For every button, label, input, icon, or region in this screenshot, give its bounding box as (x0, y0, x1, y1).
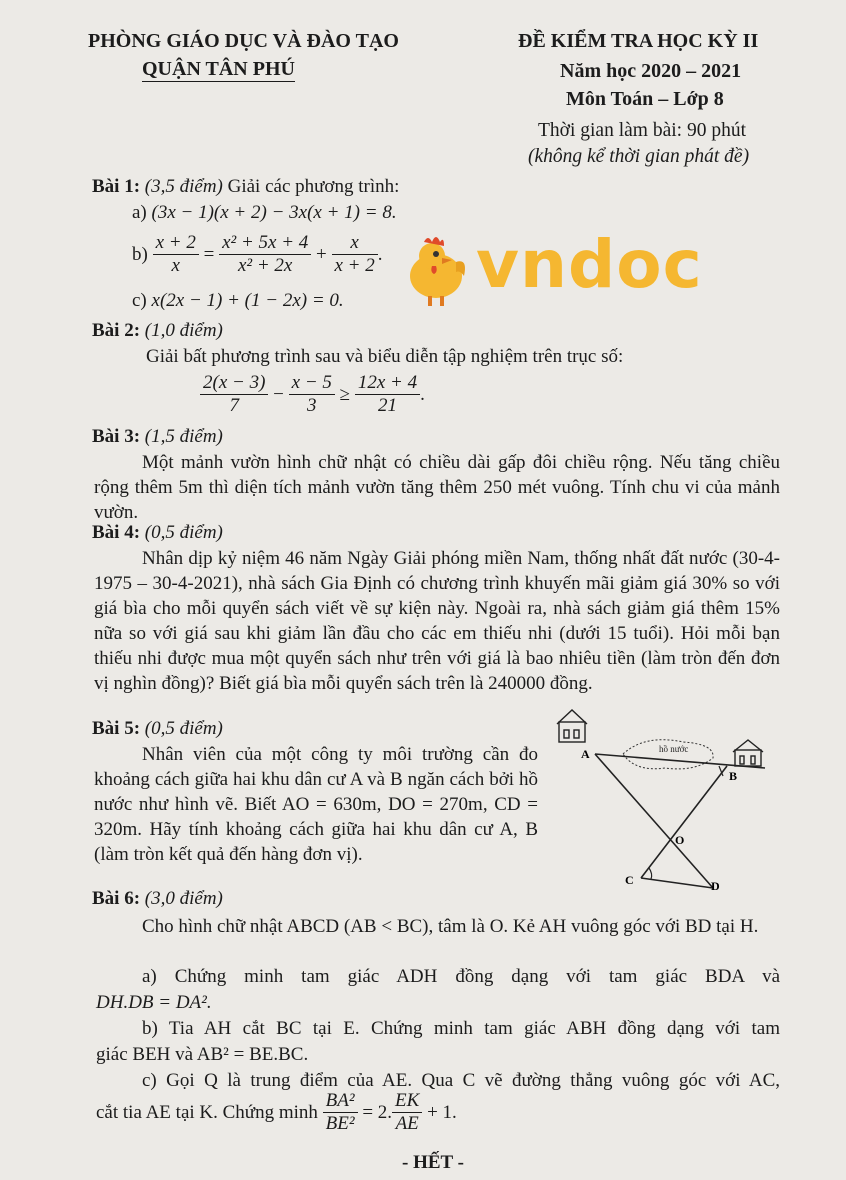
bai6-part-b: b) Tia AH cắt BC tại E. Chứng minh tam giác ABH đồng dạng với tam (142, 1018, 780, 1039)
bai3-heading (92, 424, 223, 449)
bai6-part-c-2: cắt tia AE tại K. Chứng minh $\frac{\text{BA²}}{\text{BE²}}$ = 2. $\frac{EK}{AE}$ + 1. (96, 1090, 457, 1134)
bai1-heading (92, 174, 399, 199)
bai1-b-frac1: $\frac{x + 2}{x}$ (153, 232, 199, 277)
bai3-text: Một mảnh vườn hình chữ nhật có chiều dài gấp đôi chiều rộng. Nếu tăng chiều rộng thêm 5m thì diện tích mảnh vườn tăng thêm 250 mét vuông. Tính chu vi của mảnh vườn. (94, 452, 780, 523)
end-marker: - HẾT - (402, 1152, 464, 1173)
bai1-c-label: c) (132, 290, 147, 311)
bai4-text: Nhân dịp kỷ niệm 46 năm Ngày Giải phóng miền Nam, thống nhất đất nước (30-4-1975 – 30-4-2021), nhà sách Gia Định có chương trình khuyến mãi giảm giá 30% so với giá bìa cho mỗi quyển sách viết về sự kiện này. Ngoài ra, nhà sách giảm giá thêm 15% nữa so với giá sau khi giảm lần đầu cho các em thiếu nhi (dưới 15 tuổi). Hỏi mỗi bạn thiếu nhi được mua một quyển sách như trên với giá là bao nhiêu tiền (làm tròn đến đơn vị nghìn đồng)? Biết giá bìa mỗi quyển sách trên là 240000 đồng. (94, 548, 780, 694)
point-c-label: C (625, 873, 634, 887)
bai3-points: (1,5 điểm) (144, 426, 223, 447)
bai6-points: (3,0 điểm) (144, 888, 223, 909)
bai1-a (132, 200, 397, 225)
line-cd (641, 878, 713, 888)
bai6-heading (92, 886, 223, 911)
bai2-inequality: $\frac{2(x - 3)}{7}$ − $\frac{x - 5}{3}$ ≥ $\frac{12x + 4}{21}$ . (200, 372, 425, 417)
bai1-a-label: a) (132, 202, 147, 223)
bai6-frac1: $\frac{\text{BA²}}{\text{BE²}}$ (323, 1090, 358, 1135)
line-ad (595, 754, 713, 888)
bai1-c (132, 288, 344, 313)
bai6-part-c: c) Gọi Q là trung điểm của AE. Qua C vẽ đường thẳng vuông góc với AC, (142, 1070, 780, 1091)
point-o-label: O (675, 833, 685, 847)
bai4-points: (0,5 điểm) (144, 522, 223, 543)
bai5-points: (0,5 điểm) (144, 718, 223, 739)
point-a-label: A (581, 747, 590, 761)
school-year: Năm học 2020 – 2021 (560, 60, 742, 82)
bai2-points: (1,0 điểm) (144, 320, 223, 341)
bai6-intro: Cho hình chữ nhật ABCD (AB < BC), tâm là O. Kẻ AH vuông góc với BD tại H. (142, 916, 759, 937)
bai1-b-frac3: $\frac{x}{x + 2}$ (332, 232, 378, 277)
bai5-figure (555, 706, 770, 896)
bai1-b: b) $\frac{x + 2}{x}$ = $\frac{\text{x² + 5x + 4}}{\text{x² + 2x}}$ + $\frac{x}{x + 2}$ . (132, 232, 383, 276)
bai6-frac2: $\frac{EK}{AE}$ (392, 1090, 422, 1135)
lake-label: hồ nước (659, 744, 689, 754)
point-d-label: D (711, 879, 720, 893)
bai2-title: Bài 2: (92, 320, 141, 341)
duration: Thời gian làm bài: 90 phút (538, 120, 746, 141)
bai1-a-equation: (3x − 1)(x + 2) − 3x(x + 1) = 8. (151, 202, 397, 223)
bai1-b-frac2: $\frac{\text{x² + 5x + 4}}{\text{x² + 2x}}$ (219, 232, 311, 277)
exam-title: ĐỀ KIỂM TRA HỌC KỲ II (518, 30, 759, 52)
bai1-title: Bài 1: (92, 176, 141, 197)
bai6-title: Bài 6: (92, 888, 141, 909)
bai2-frac2: $\frac{x - 5}{3}$ (289, 372, 335, 417)
bai5-text: Nhân viên của một công ty môi trường cần đo khoảng cách giữa hai khu dân cư A và B ngăn cách bởi hồ nước như hình vẽ. Biết AO = 630m, DO = 270m, CD = 320m. Hãy tính khoảng cách giữa hai khu dân cư A, B (làm tròn kết quả đến hàng đơn vị). (94, 744, 538, 865)
bai3-title: Bài 3: (92, 426, 141, 447)
bai2-heading (92, 318, 223, 343)
bai4-title: Bài 4: (92, 522, 141, 543)
bai2-frac3: $\frac{12x + 4}{21}$ (355, 372, 420, 417)
vndoc-logo (402, 232, 472, 313)
point-b-label: B (729, 769, 738, 783)
district-name: QUẬN TÂN PHÚ (142, 58, 295, 80)
bai6-part-a: a) Chứng minh tam giác ADH đồng dạng với tam giác BDA và (142, 966, 780, 987)
duration-note: (không kể thời gian phát đề) (528, 146, 750, 167)
bai1-prompt: Giải các phương trình: (227, 176, 400, 197)
vndoc-wordmark: vndoc (476, 226, 703, 303)
bai4-heading (92, 520, 223, 545)
bai6-part-b-2: giác BEH và AB² = BE.BC. (96, 1044, 309, 1065)
subject: Môn Toán – Lớp 8 (566, 88, 724, 110)
house-a-icon (557, 710, 587, 742)
bai5-title: Bài 5: (92, 718, 141, 739)
house-b-icon (733, 740, 763, 766)
bai5-heading (92, 716, 223, 741)
bai1-c-equation: x(2x − 1) + (1 − 2x) = 0. (151, 290, 344, 311)
rooster-icon (402, 232, 472, 308)
bai2-prompt: Giải bất phương trình sau và biểu diễn tập nghiệm trên trục số: (146, 346, 624, 367)
bai6-part-c-text: cắt tia AE tại K. Chứng minh (96, 1102, 318, 1123)
department-name: PHÒNG GIÁO DỤC VÀ ĐÀO TẠO (88, 30, 399, 52)
bai1-b-label: b) (132, 244, 148, 265)
bai6-part-a-2: DH.DB = DA². (96, 992, 212, 1013)
bai2-frac1: $\frac{2(x - 3)}{7}$ (200, 372, 268, 417)
bai1-points: (3,5 điểm) (144, 176, 223, 197)
